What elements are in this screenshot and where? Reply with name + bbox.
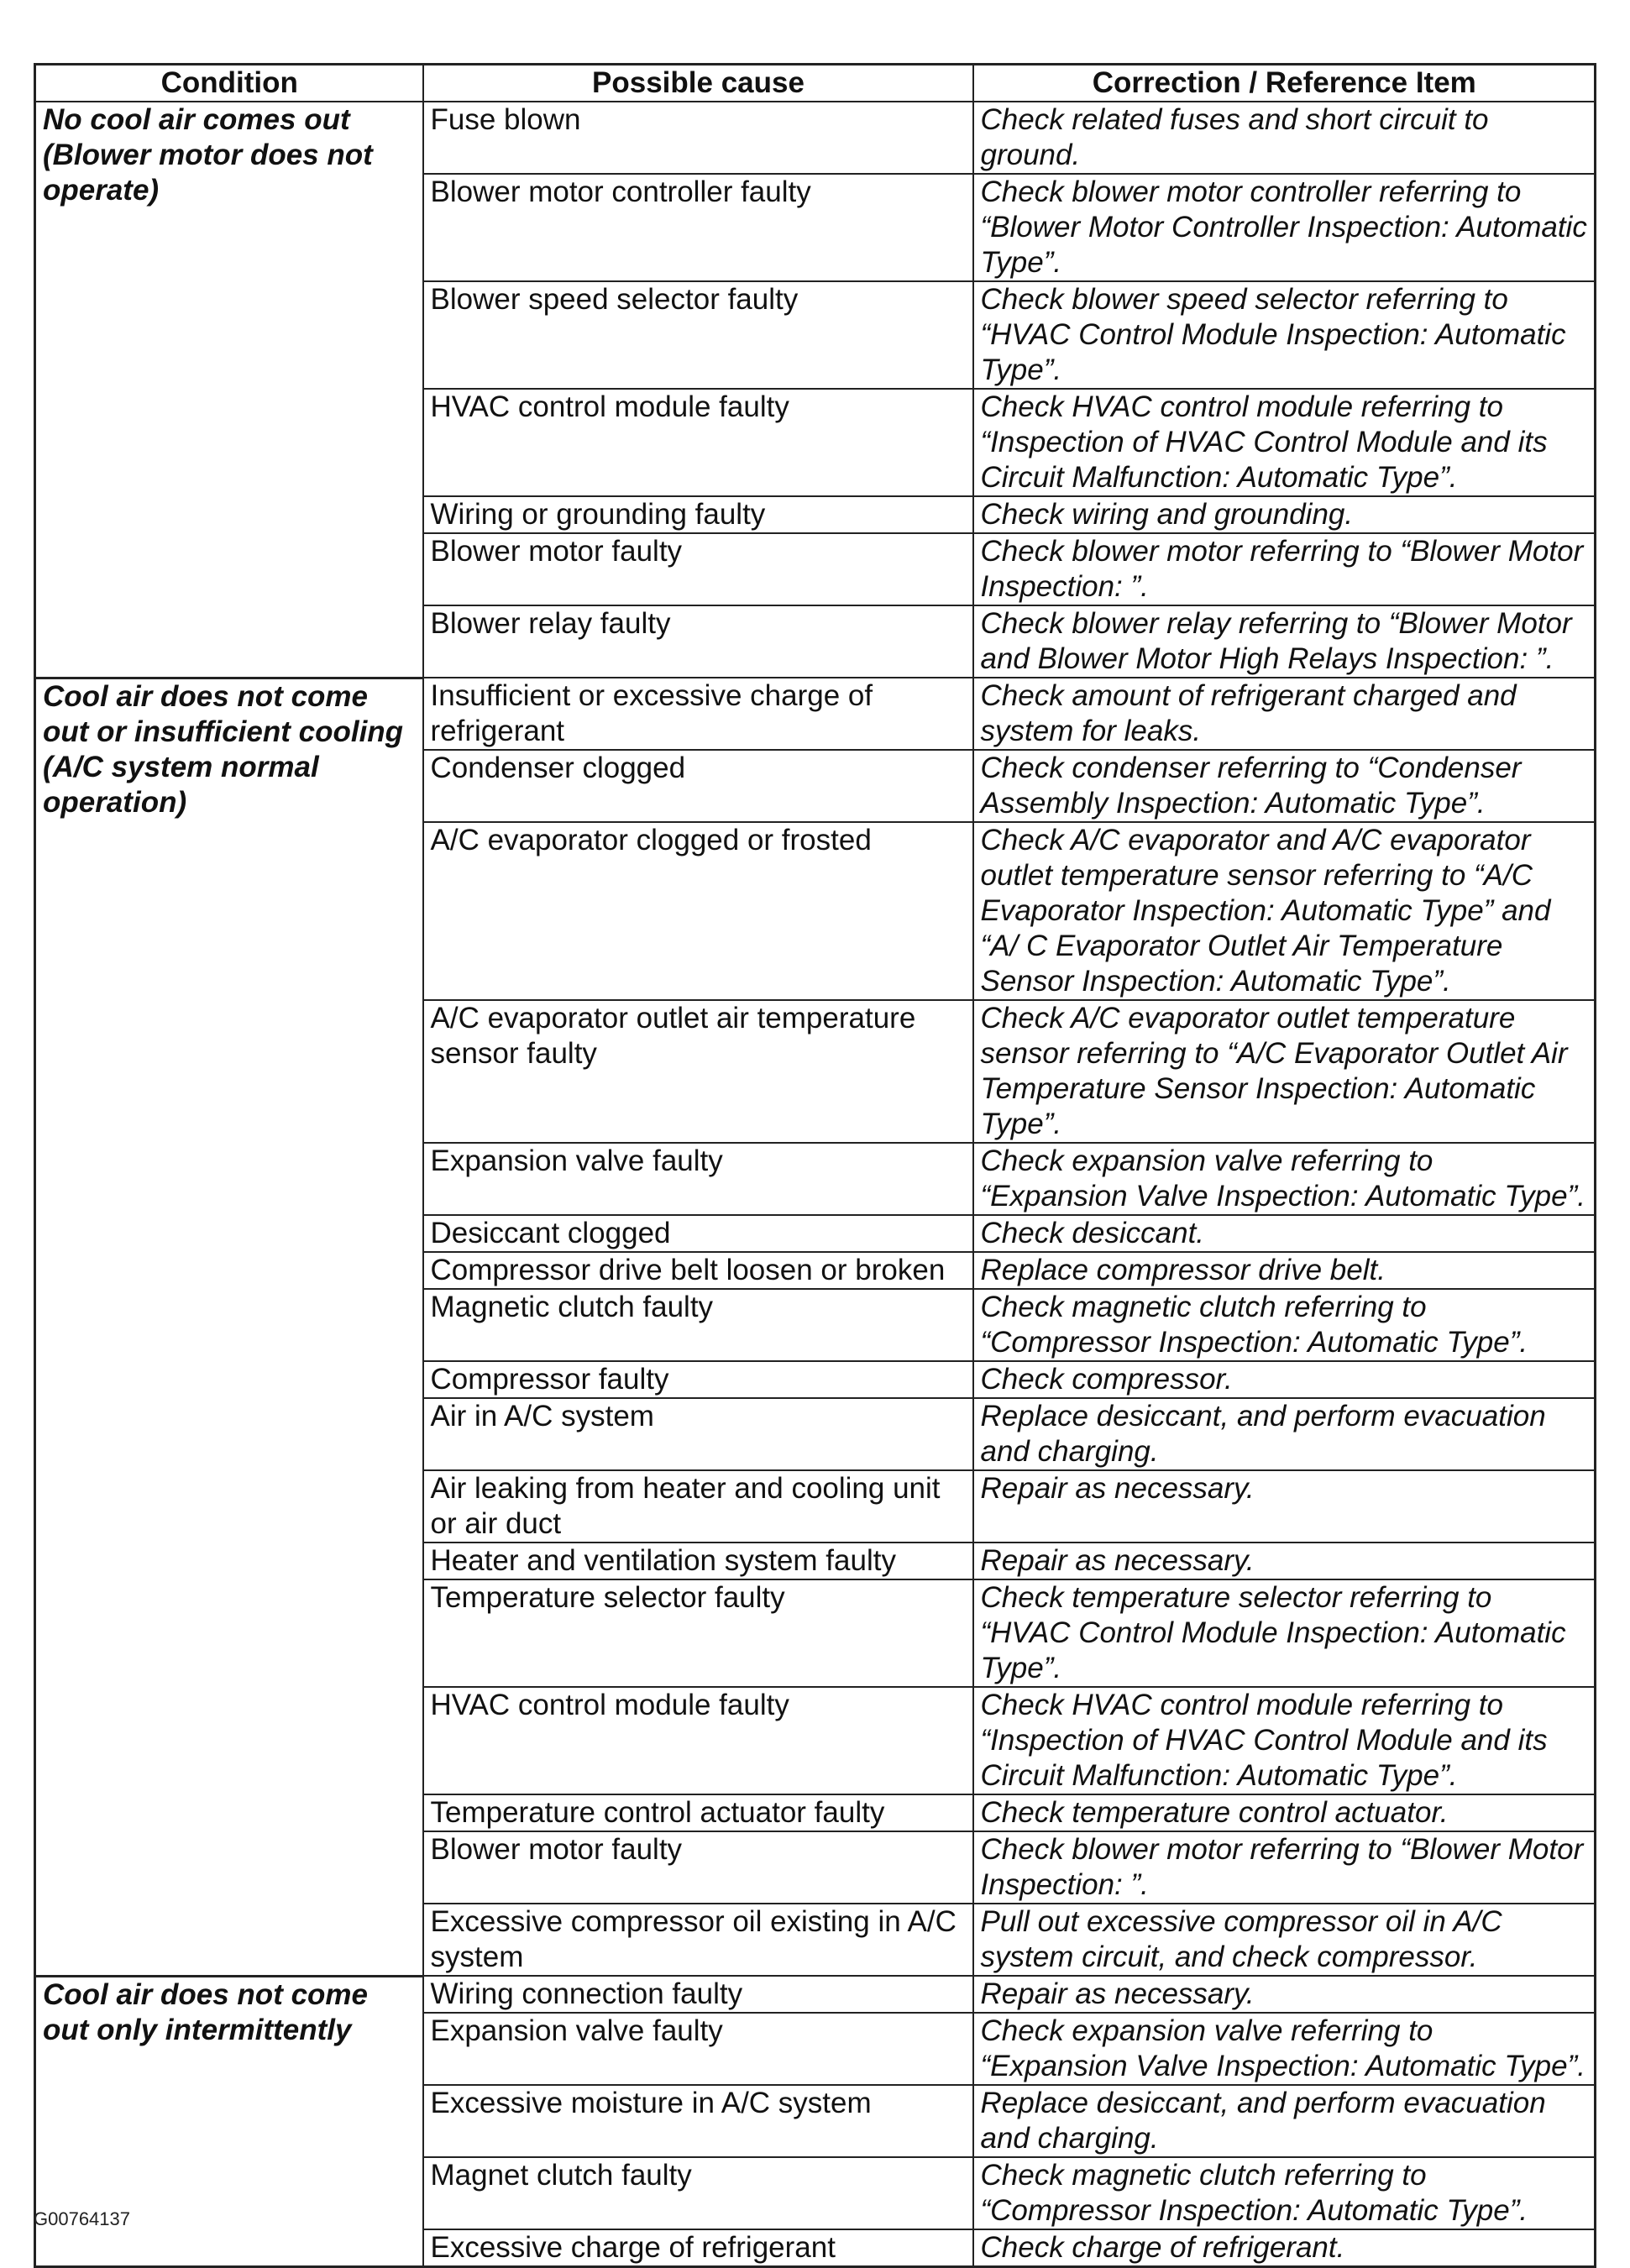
correction-cell: Check compressor. (973, 1361, 1596, 1398)
correction-cell: Check amount of refrigerant charged and system for leaks. (973, 678, 1596, 750)
correction-cell: Replace compressor drive belt. (973, 1252, 1596, 1289)
possible-cause-cell: Air leaking from heater and cooling unit or air duct (423, 1470, 973, 1543)
condition-cell: Cool air does not come out or insufficient cooling (A/C system normal operation) (35, 678, 423, 1976)
possible-cause-cell: Magnet clutch faulty (423, 2157, 973, 2229)
header-possible-cause: Possible cause (423, 65, 973, 102)
table-row (35, 678, 1596, 750)
possible-cause-cell: Compressor faulty (423, 1361, 973, 1398)
possible-cause-cell: Blower speed selector faulty (423, 281, 973, 389)
correction-cell: Check wiring and grounding. (973, 496, 1596, 533)
correction-cell: Repair as necessary. (973, 1470, 1596, 1543)
troubleshooting-table (34, 63, 1596, 2268)
correction-cell: Check temperature control actuator. (973, 1794, 1596, 1831)
table-body (35, 102, 1596, 2267)
header-correction: Correction / Reference Item (973, 65, 1596, 102)
possible-cause-cell: Insufficient or excessive charge of refrigerant (423, 678, 973, 750)
figure-id: G00764137 (34, 2208, 130, 2229)
correction-cell: Check A/C evaporator and A/C evaporator outlet temperature sensor referring to “A/C Evaporator Inspection: Automatic Type” and “A/ C Evaporator Outlet Air Temperature Sensor Inspection: Automatic Type”. (973, 822, 1596, 1000)
header-condition: Condition (35, 65, 423, 102)
correction-cell: Check blower motor controller referring to “Blower Motor Controller Inspection: Automatic Type”. (973, 174, 1596, 281)
possible-cause-cell: Excessive charge of refrigerant (423, 2229, 973, 2267)
header-row (35, 65, 1596, 102)
correction-cell: Check magnetic clutch referring to “Compressor Inspection: Automatic Type”. (973, 1289, 1596, 1361)
table-row (35, 102, 1596, 174)
possible-cause-cell: Air in A/C system (423, 1398, 973, 1470)
possible-cause-cell: Blower motor controller faulty (423, 174, 973, 281)
possible-cause-cell: Condenser clogged (423, 750, 973, 822)
condition-cell: No cool air comes out (Blower motor does not operate) (35, 102, 423, 678)
correction-cell: Check related fuses and short circuit to ground. (973, 102, 1596, 174)
possible-cause-cell: Blower motor faulty (423, 1831, 973, 1904)
possible-cause-cell: Excessive moisture in A/C system (423, 2085, 973, 2157)
correction-cell: Check expansion valve referring to “Expansion Valve Inspection: Automatic Type”. (973, 1143, 1596, 1215)
correction-cell: Check magnetic clutch referring to “Compressor Inspection: Automatic Type”. (973, 2157, 1596, 2229)
correction-cell: Check A/C evaporator outlet temperature sensor referring to “A/C Evaporator Outlet Air Temperature Sensor Inspection: Automatic Type”. (973, 1000, 1596, 1143)
condition-cell: Cool air does not come out only intermittently (35, 1976, 423, 2267)
correction-cell: Repair as necessary. (973, 1976, 1596, 2013)
correction-cell: Check blower relay referring to “Blower Motor and Blower Motor High Relays Inspection: ”. (973, 605, 1596, 678)
possible-cause-cell: Magnetic clutch faulty (423, 1289, 973, 1361)
possible-cause-cell: HVAC control module faulty (423, 1687, 973, 1794)
possible-cause-cell: Expansion valve faulty (423, 2013, 973, 2085)
correction-cell: Replace desiccant, and perform evacuation and charging. (973, 1398, 1596, 1470)
possible-cause-cell: A/C evaporator outlet air temperature sensor faulty (423, 1000, 973, 1143)
possible-cause-cell: Fuse blown (423, 102, 973, 174)
possible-cause-cell: Wiring or grounding faulty (423, 496, 973, 533)
possible-cause-cell: Desiccant clogged (423, 1215, 973, 1252)
possible-cause-cell: Temperature selector faulty (423, 1579, 973, 1687)
correction-cell: Check temperature selector referring to “HVAC Control Module Inspection: Automatic Type”. (973, 1579, 1596, 1687)
correction-cell: Check charge of refrigerant. (973, 2229, 1596, 2267)
table-header (35, 65, 1596, 102)
correction-cell: Check expansion valve referring to “Expansion Valve Inspection: Automatic Type”. (973, 2013, 1596, 2085)
correction-cell: Pull out excessive compressor oil in A/C system circuit, and check compressor. (973, 1904, 1596, 1976)
table-row (35, 1976, 1596, 2013)
possible-cause-cell: Temperature control actuator faulty (423, 1794, 973, 1831)
possible-cause-cell: Blower relay faulty (423, 605, 973, 678)
possible-cause-cell: Compressor drive belt loosen or broken (423, 1252, 973, 1289)
possible-cause-cell: Expansion valve faulty (423, 1143, 973, 1215)
possible-cause-cell: Blower motor faulty (423, 533, 973, 605)
correction-cell: Check HVAC control module referring to “Inspection of HVAC Control Module and its Circuit Malfunction: Automatic Type”. (973, 389, 1596, 496)
correction-cell: Check desiccant. (973, 1215, 1596, 1252)
possible-cause-cell: HVAC control module faulty (423, 389, 973, 496)
correction-cell: Replace desiccant, and perform evacuation and charging. (973, 2085, 1596, 2157)
possible-cause-cell: Excessive compressor oil existing in A/C system (423, 1904, 973, 1976)
correction-cell: Check HVAC control module referring to “Inspection of HVAC Control Module and its Circuit Malfunction: Automatic Type”. (973, 1687, 1596, 1794)
correction-cell: Check blower motor referring to “Blower Motor Inspection: ”. (973, 1831, 1596, 1904)
correction-cell: Check blower motor referring to “Blower Motor Inspection: ”. (973, 533, 1596, 605)
correction-cell: Repair as necessary. (973, 1543, 1596, 1579)
possible-cause-cell: Heater and ventilation system faulty (423, 1543, 973, 1579)
correction-cell: Check condenser referring to “Condenser Assembly Inspection: Automatic Type”. (973, 750, 1596, 822)
possible-cause-cell: Wiring connection faulty (423, 1976, 973, 2013)
possible-cause-cell: A/C evaporator clogged or frosted (423, 822, 973, 1000)
correction-cell: Check blower speed selector referring to “HVAC Control Module Inspection: Automatic Type”. (973, 281, 1596, 389)
